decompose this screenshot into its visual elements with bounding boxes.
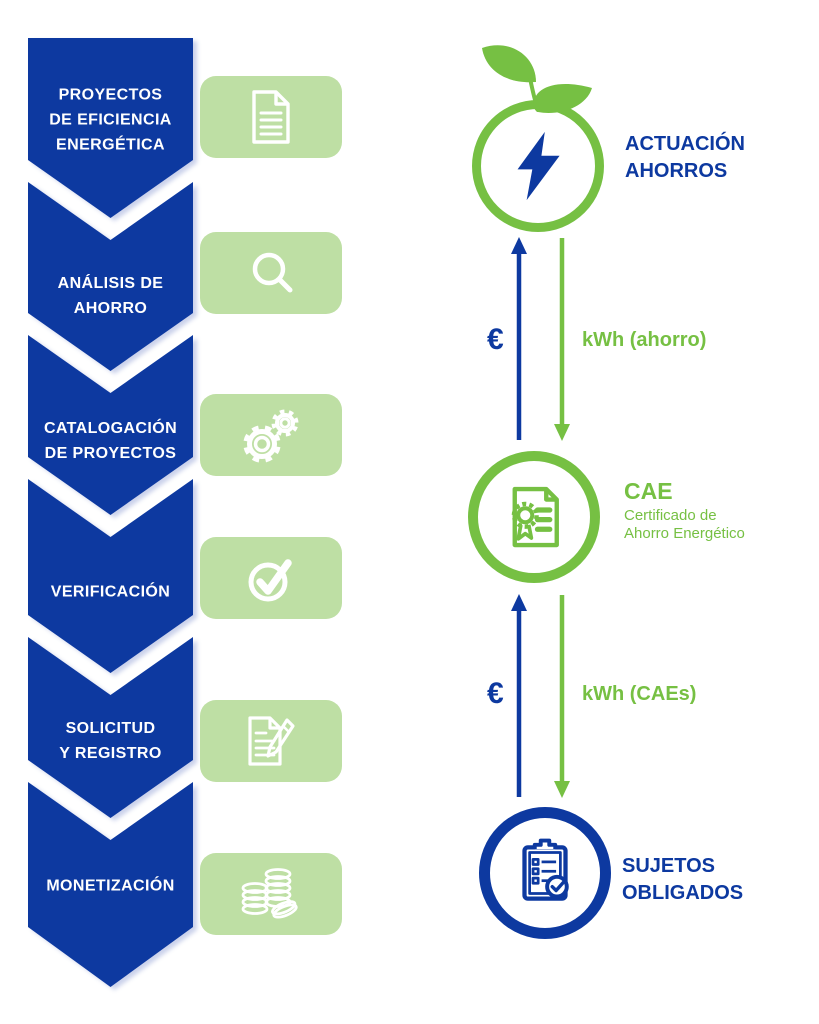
- cae-title: CAE: [624, 478, 673, 504]
- process-ribbon: [28, 38, 193, 998]
- step-label-verificacion: [28, 580, 193, 605]
- kwh-down-arrow-1: [551, 236, 573, 442]
- euro-symbol-2: €: [487, 677, 504, 710]
- search-icon: [243, 245, 299, 301]
- step-label-line: MONETIZACIÓN: [46, 877, 175, 895]
- icon-tile-document: [200, 76, 342, 158]
- actuacion-label-line: AHORROS: [625, 160, 728, 182]
- step-label-proyectos: [28, 83, 193, 158]
- step-label-analisis: [28, 271, 193, 321]
- step-label-line: ENERGÉTICA: [56, 136, 165, 154]
- leaf-icon: [458, 26, 618, 126]
- step-label-line: DE EFICIENCIA: [49, 111, 172, 129]
- document-icon: [246, 88, 296, 146]
- euro-up-arrow-2: [508, 593, 530, 799]
- cae-subtitle-line: Ahorro Energético: [624, 525, 745, 542]
- gears-icon: [236, 404, 306, 466]
- document-pen-icon: [242, 712, 300, 770]
- step-label-line: AHORRO: [73, 300, 148, 317]
- icon-tile-document-pen: [200, 700, 342, 782]
- euro-up-arrow-1: [508, 236, 530, 442]
- sujetos-label: [622, 853, 743, 907]
- kwh-caes-label: kWh (CAEs): [582, 683, 697, 705]
- actuacion-label-line: ACTUACIÓN: [625, 133, 745, 155]
- actuacion-label: [625, 131, 745, 185]
- step-label-line: ANÁLISIS DE: [57, 275, 164, 292]
- step-label-line: DE PROYECTOS: [44, 445, 177, 462]
- kwh-down-arrow-2: [551, 593, 573, 799]
- clipboard-check-icon: [504, 832, 586, 914]
- icon-tile-gears: [200, 394, 342, 476]
- icon-tile-check: [200, 537, 342, 619]
- cae-subtitle: [624, 507, 745, 543]
- check-circle-icon: [241, 549, 301, 607]
- step-label-line: PROYECTOS: [58, 86, 163, 104]
- step-label-line: CATALOGACIÓN: [43, 420, 178, 437]
- step-label-line: VERIFICACIÓN: [50, 583, 171, 601]
- certificate-icon: [492, 475, 576, 559]
- cae-label-block: [624, 478, 745, 543]
- kwh-ahorro-label: kWh (ahorro): [582, 329, 707, 351]
- lightning-icon: [513, 129, 563, 203]
- flow-node-sujetos-circle: [479, 807, 611, 939]
- step-label-solicitud: [28, 716, 193, 766]
- step-label-line: SOLICITUD: [65, 720, 156, 737]
- icon-tile-coins: [200, 853, 342, 935]
- coins-icon: [238, 864, 304, 924]
- euro-symbol-1: €: [487, 323, 504, 356]
- sujetos-label-line: OBLIGADOS: [622, 882, 744, 904]
- step-label-catalogacion: [28, 416, 193, 466]
- flow-node-cae-circle: [468, 451, 600, 583]
- icon-tile-search: [200, 232, 342, 314]
- step-label-line: Y REGISTRO: [59, 745, 162, 762]
- step-label-monetizacion: [28, 874, 193, 899]
- cae-subtitle-line: Certificado de: [624, 507, 717, 524]
- sujetos-label-line: SUJETOS: [622, 855, 715, 877]
